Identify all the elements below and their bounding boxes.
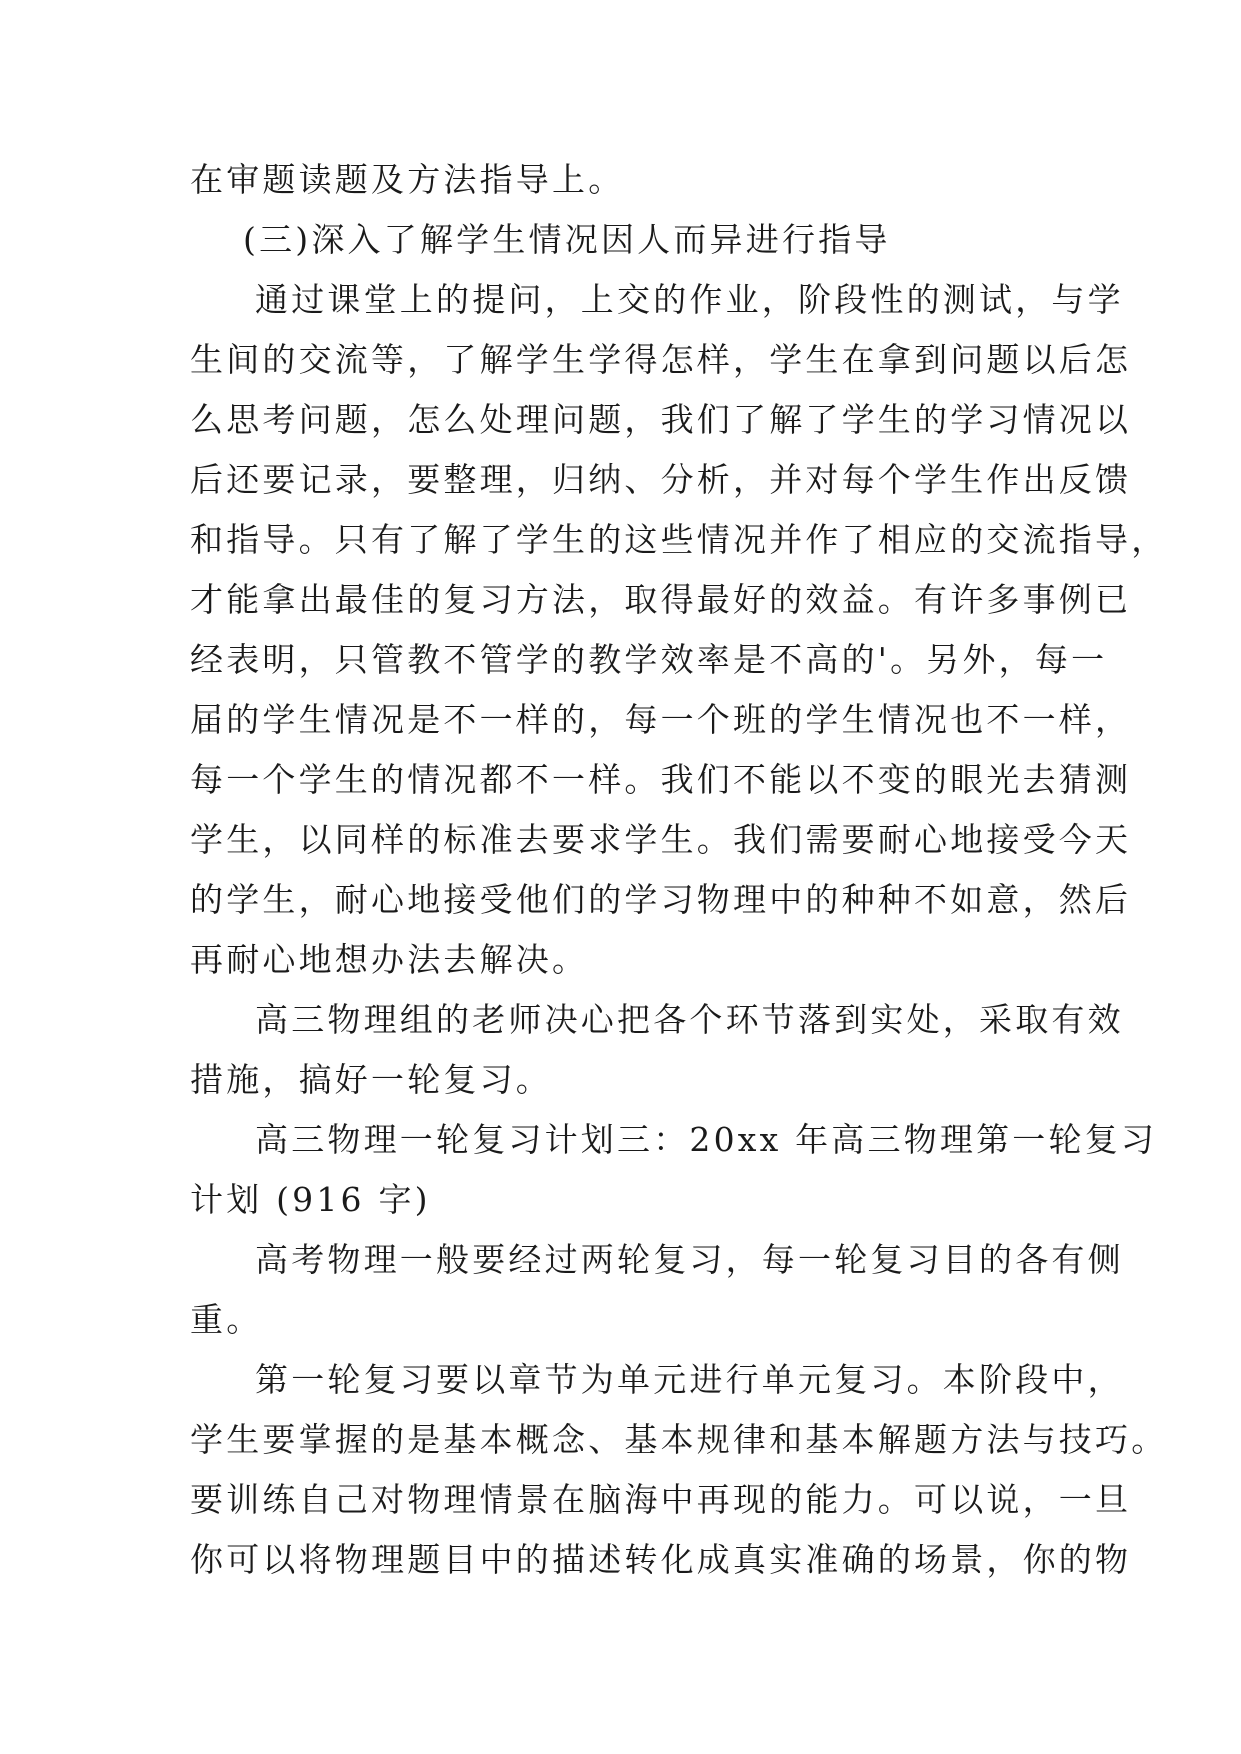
text-line: 经表明，只管教不管学的教学效率是不高的'。另外，每一 [190, 640, 1108, 679]
paragraph-first-line: 通过课堂上的提问，上交的作业，阶段性的测试，与学 [255, 280, 1124, 319]
text-line: 学生，以同样的标准去要求学生。我们需要耐心地接受今天 [190, 820, 1132, 859]
paragraph-first-line: 第一轮复习要以章节为单元进行单元复习。本阶段中， [255, 1360, 1124, 1399]
text-line: 生间的交流等，了解学生学得怎样，学生在拿到问题以后怎 [190, 340, 1132, 379]
paragraph-first-line: 高考物理一般要经过两轮复习，每一轮复习目的各有侧 [255, 1240, 1124, 1279]
text-line: 的学生，耐心地接受他们的学习物理中的种种不如意，然后 [190, 880, 1132, 919]
paragraph-first-line: 高三物理组的老师决心把各个环节落到实处，采取有效 [255, 1000, 1124, 1039]
text-line: 和指导。只有了解了学生的这些情况并作了相应的交流指导， [190, 520, 1168, 559]
text-line: 再耐心地想办法去解决。 [190, 940, 589, 979]
text-line: 学生要掌握的是基本概念、基本规律和基本解题方法与技巧。 [190, 1420, 1168, 1459]
text-line: 后还要记录，要整理，归纳、分析，并对每个学生作出反馈 [190, 460, 1132, 499]
section-heading: (三)深入了解学生情况因人而异进行指导 [243, 220, 891, 259]
text-line: 么思考问题，怎么处理问题，我们了解了学生的学习情况以 [190, 400, 1132, 439]
text-line: 你可以将物理题目中的描述转化成真实准确的场景，你的物 [190, 1540, 1132, 1579]
text-line: 在审题读题及方法指导上。 [190, 160, 625, 199]
section-title: 高三物理一轮复习计划三：20xx 年高三物理第一轮复习 [255, 1120, 1158, 1159]
text-line: 措施，搞好一轮复习。 [190, 1060, 552, 1099]
text-line: 重。 [190, 1300, 263, 1339]
text-line: 要训练自己对物理情景在脑海中再现的能力。可以说，一旦 [190, 1480, 1132, 1519]
text-line: 才能拿出最佳的复习方法，取得最好的效益。有许多事例已 [190, 580, 1132, 619]
text-line: 届的学生情况是不一样的，每一个班的学生情况也不一样， [190, 700, 1132, 739]
text-line: 每一个学生的情况都不一样。我们不能以不变的眼光去猜测 [190, 760, 1132, 799]
section-title-continued: 计划 (916 字) [190, 1180, 431, 1219]
